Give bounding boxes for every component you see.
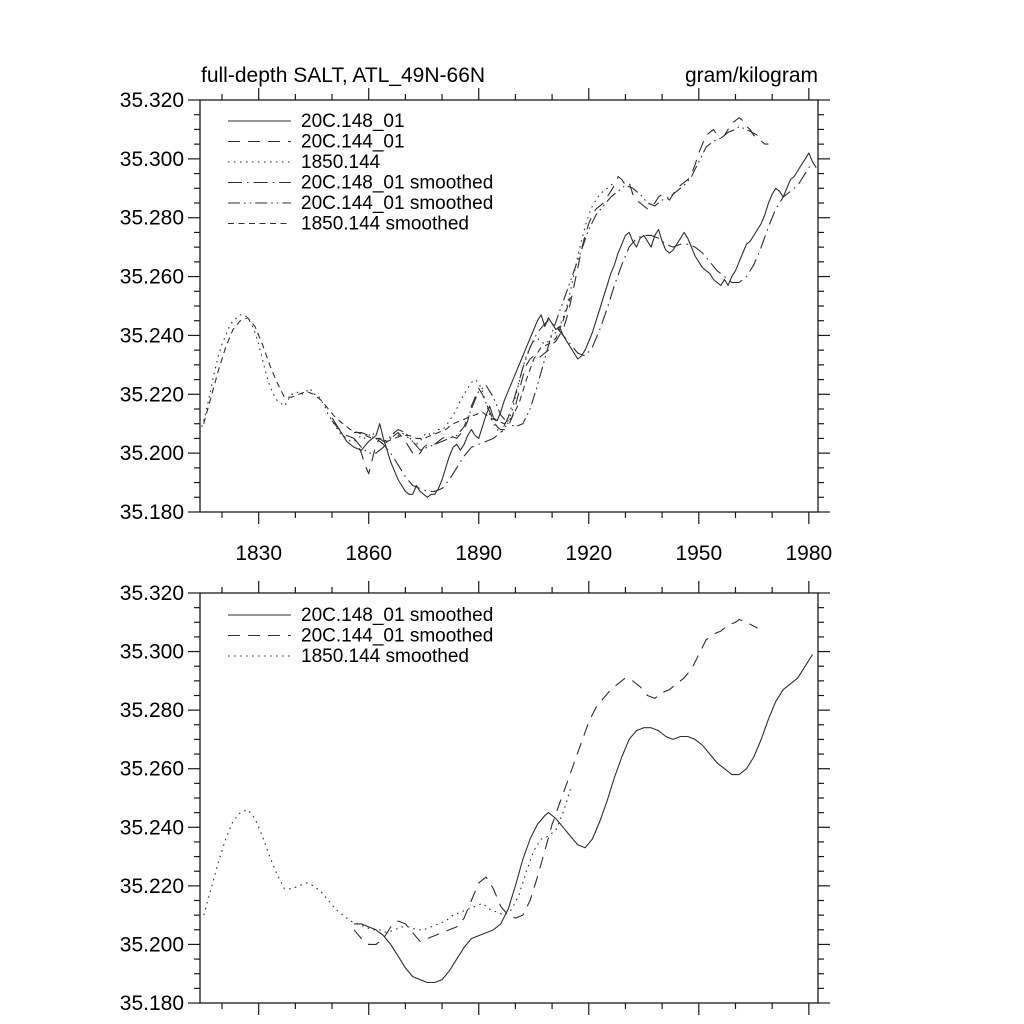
legend-item: [228, 626, 493, 647]
bottom-panel: [120, 581, 830, 1015]
legend-label: 20C.144_01: [301, 131, 405, 153]
legend-label: 20C.144_01 smoothed: [301, 193, 494, 214]
y-tick-label: 35.180: [119, 501, 184, 524]
x-tick-label: 1890: [455, 542, 503, 565]
y-tick-label: 35.300: [119, 147, 184, 171]
plot-frame: [200, 593, 818, 1003]
series-20C.144_01-line: [332, 118, 769, 474]
series-20C.144_01_smoothed-line: [354, 619, 758, 944]
series-20C.148_01_smoothed-line: [354, 655, 813, 983]
units-label: gram/kilogram: [684, 64, 818, 87]
legend-item: [228, 214, 469, 235]
legend-item: [228, 111, 405, 132]
top-panel: [120, 88, 832, 565]
series-1850.144_smoothed-line: [204, 297, 571, 441]
legend-label: 20C.148_01 smoothed: [301, 172, 494, 194]
legend-label: 20C.148_01: [301, 111, 405, 132]
y-tick-label: 35.320: [119, 89, 184, 112]
legend-item: [228, 173, 493, 194]
y-tick-label: 35.260: [119, 265, 184, 289]
legend-label: 1850.144 smoothed: [301, 213, 469, 235]
y-tick-label: 35.280: [119, 206, 184, 230]
x-tick-label: 1860: [345, 542, 393, 565]
y-tick-label: 35.320: [119, 582, 184, 605]
y-tick-label: 35.240: [119, 324, 184, 348]
y-tick-label: 35.260: [119, 757, 184, 781]
plot-title: full-depth SALT, ATL_49N-66N: [201, 64, 486, 87]
legend-label: 20C.144_01 smoothed: [301, 625, 494, 647]
y-tick-label: 35.220: [119, 874, 184, 898]
x-tick-label: 1980: [785, 542, 833, 565]
y-tick-label: 35.240: [119, 816, 184, 840]
legend-item: [228, 193, 493, 214]
y-tick-label: 35.200: [119, 933, 184, 957]
legend-item: [228, 132, 405, 153]
y-tick-label: 35.180: [119, 992, 184, 1015]
legend-item: [228, 605, 493, 626]
y-tick-label: 35.280: [119, 699, 184, 723]
y-tick-label: 35.300: [119, 640, 184, 664]
legend-label: 20C.148_01 smoothed: [301, 605, 494, 626]
y-tick-label: 35.200: [119, 442, 184, 466]
y-tick-label: 35.220: [119, 383, 184, 407]
legend-label: 1850.144 smoothed: [301, 646, 469, 667]
legend-item: [228, 646, 469, 667]
x-tick-label: 1920: [565, 542, 613, 565]
series-1850.144_smoothed-line: [204, 789, 571, 933]
x-tick-label: 1950: [675, 542, 723, 565]
legend-item: [228, 152, 381, 173]
plot-frame: [200, 100, 818, 512]
legend-label: 1850.144: [301, 152, 381, 173]
x-tick-label: 1830: [235, 542, 283, 565]
